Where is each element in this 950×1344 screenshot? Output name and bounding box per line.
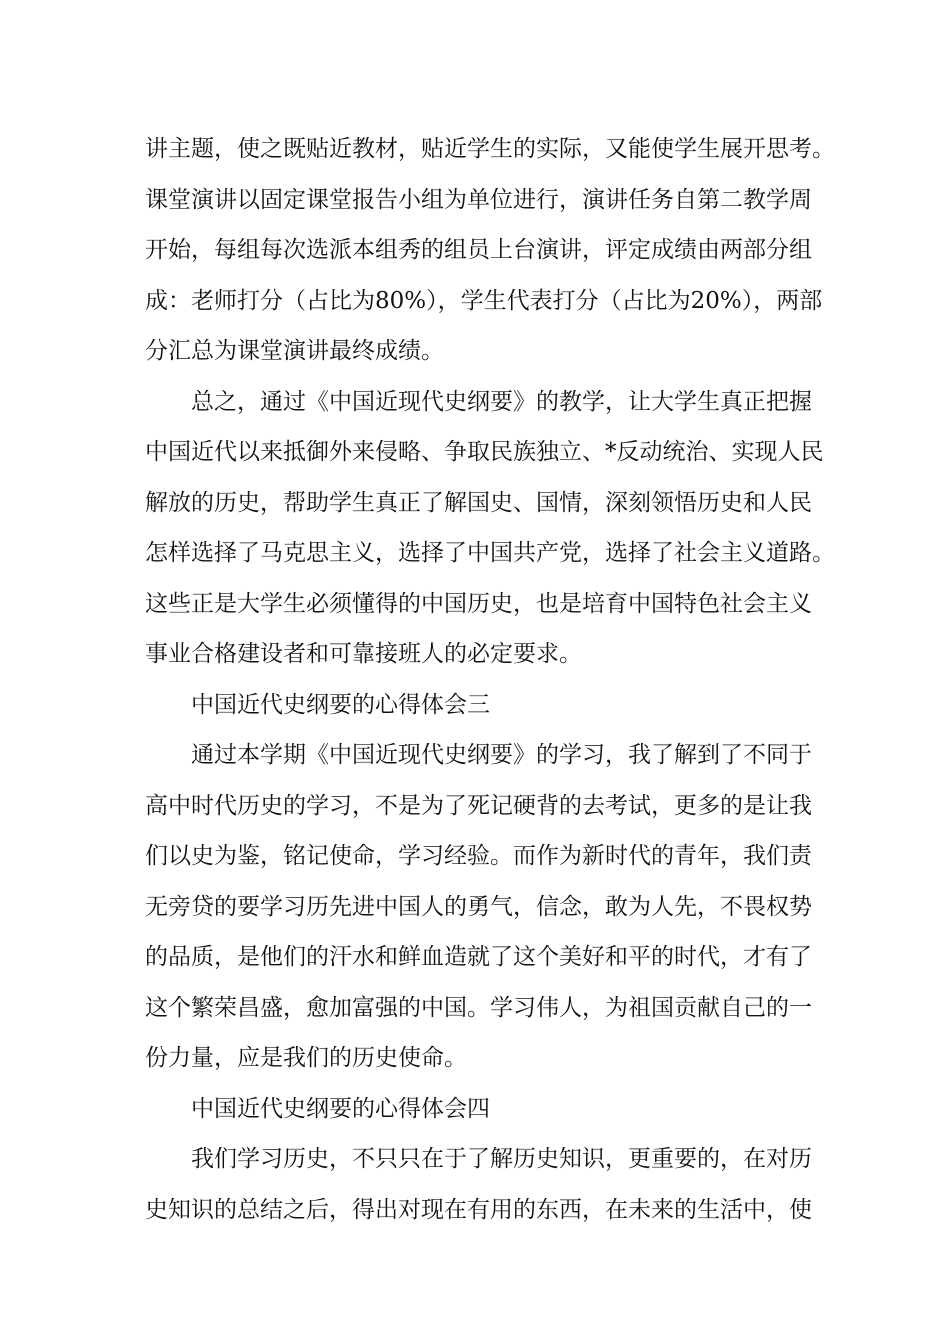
text-line: 课堂演讲以固定课堂报告小组为单位进行，演讲任务自第二教学周	[145, 186, 812, 213]
text-line: 解放的历史，帮助学生真正了解国史、国情，深刻领悟历史和人民	[145, 489, 812, 516]
text-line: 史知识的总结之后，得出对现在有用的东西，在未来的生活中，使	[145, 1196, 812, 1223]
text-line: 开始，每组每次选派本组秀的组员上台演讲，评定成绩由两部分组	[145, 237, 812, 263]
text-line: 中国近代史纲要的心得体会四	[191, 1095, 490, 1122]
text-line: 事业合格建设者和可靠接班人的必定要求。	[145, 641, 582, 667]
document-body	[145, 124, 835, 1235]
text-line: 这个繁荣昌盛，愈加富强的中国。学习伟人，为祖国贡献自己的一	[145, 994, 812, 1021]
text-line: 怎样选择了马克思主义，选择了中国共产党，选择了社会主义道路。	[145, 540, 835, 566]
text-line: 分汇总为课堂演讲最终成绩。	[145, 338, 444, 364]
text-line: 成：老师打分（占比为80%），学生代表打分（占比为20%），两部	[145, 287, 823, 314]
text-line: 通过本学期《中国近现代史纲要》的学习，我了解到了不同于	[191, 742, 812, 768]
text-line: 高中时代历史的学习，不是为了死记硬背的去考试，更多的是让我	[145, 792, 812, 819]
text-line: 中国近代以来抵御外来侵略、争取民族独立、*反动统治、实现人民	[145, 439, 824, 465]
text-line: 这些正是大学生必须懂得的中国历史，也是培育中国特色社会主义	[145, 590, 812, 617]
text-line: 份力量，应是我们的历史使命。	[145, 1045, 467, 1071]
text-line: 无旁贷的要学习历先进中国人的勇气，信念，敢为人先，不畏权势	[145, 893, 812, 920]
text-line: 们以史为鉴，铭记使命，学习经验。而作为新时代的青年，我们责	[145, 843, 812, 869]
text-line: 中国近代史纲要的心得体会三	[191, 691, 490, 718]
text-line: 的品质，是他们的汗水和鲜血造就了这个美好和平的时代，才有了	[145, 944, 812, 970]
text-line: 讲主题，使之既贴近教材，贴近学生的实际，又能使学生展开思考。	[145, 136, 835, 162]
text-line: 总之，通过《中国近现代史纲要》的教学，让大学生真正把握	[191, 388, 812, 415]
text-line: 我们学习历史，不只只在于了解历史知识，更重要的，在对历	[191, 1146, 812, 1172]
